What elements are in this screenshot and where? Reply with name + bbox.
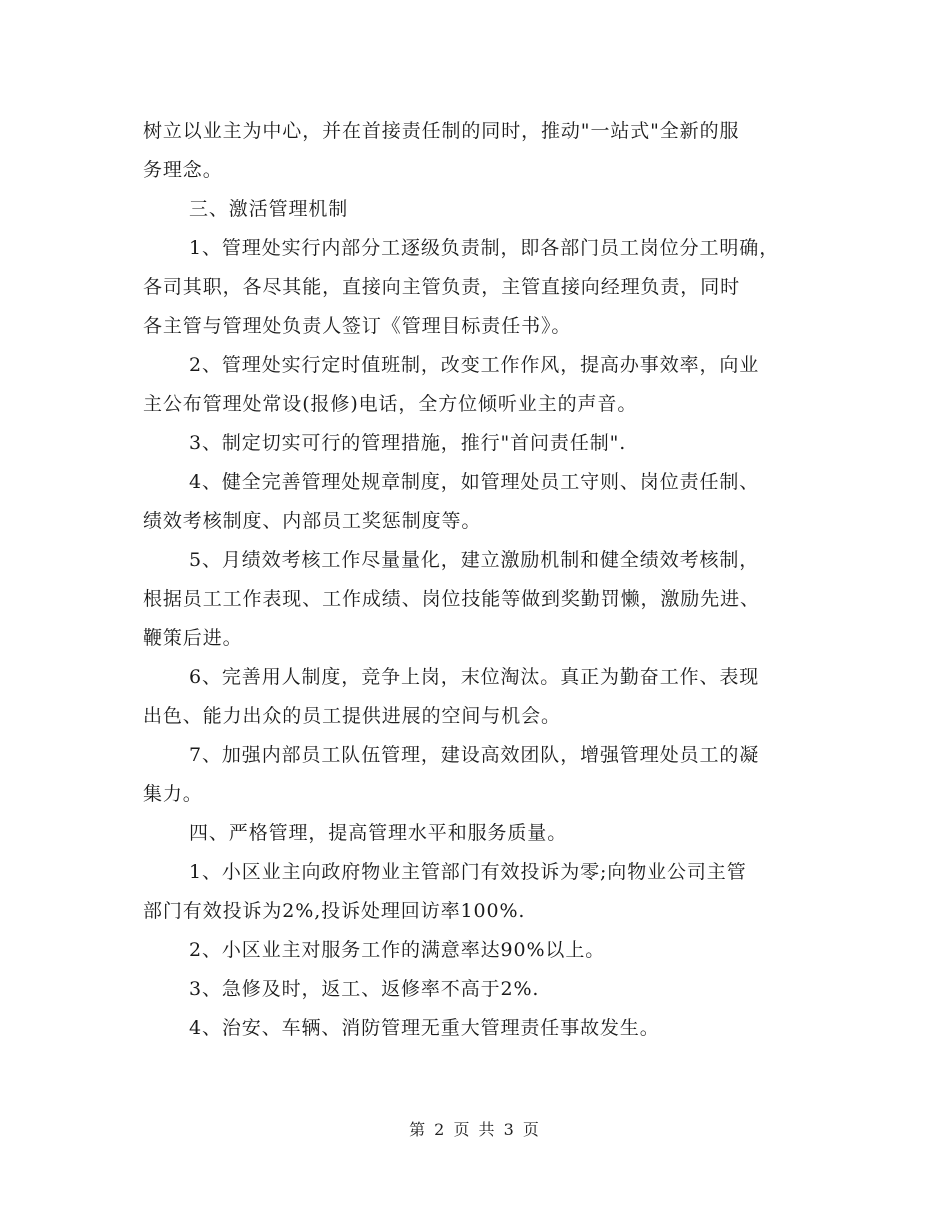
paragraph (143, 970, 813, 1009)
text-line: 出色、能力出众的员工提供进展的空间与机会。 (143, 705, 561, 727)
text-line: 三、激活管理机制 (189, 198, 349, 220)
text-line: 鞭策后进。 (143, 627, 243, 649)
text-line: 部门有效投诉为2%,投诉处理回访率100%. (143, 900, 526, 922)
paragraph (143, 229, 813, 346)
paragraph (143, 736, 813, 814)
text-line: 各司其职，各尽其能，直接向主管负责，主管直接向经理负责，同时 (143, 276, 741, 298)
text-line: 1、管理处实行内部分工逐级负责制，即各部门员工岗位分工明确， (189, 237, 780, 259)
text-line: 7、加强内部员工队伍管理，建设高效团队，增强管理处员工的凝 (189, 744, 760, 766)
paragraph (143, 190, 813, 229)
document-body (143, 112, 813, 1048)
text-line: 4、治安、车辆、消防管理无重大管理责任事故发生。 (189, 1017, 660, 1039)
paragraph (143, 1009, 813, 1048)
paragraph (143, 541, 813, 658)
text-line: 2、管理处实行定时值班制，改变工作作风，提高办事效率，向业 (189, 354, 760, 376)
text-line: 树立以业主为中心，并在首接责任制的同时，推动"一站式"全新的服 (143, 120, 740, 142)
text-line: 四、严格管理，提高管理水平和服务质量。 (189, 822, 568, 844)
paragraph (143, 814, 813, 853)
page-footer: 第 2 页 共 3 页 (409, 1120, 541, 1139)
text-line: 各主管与管理处负责人签订《管理目标责任书》。 (143, 315, 572, 337)
paragraph (143, 931, 813, 970)
text-line: 6、完善用人制度，竞争上岗，末位淘汰。真正为勤奋工作、表现 (189, 666, 760, 688)
paragraph (143, 853, 813, 931)
text-line: 2、小区业主对服务工作的满意率达90%以上。 (189, 939, 606, 961)
paragraph (143, 112, 813, 190)
text-line: 5、月绩效考核工作尽量量化，建立激励机制和健全绩效考核制， (189, 549, 760, 571)
text-line: 根据员工工作表现、工作成绩、岗位技能等做到奖勤罚懒，激励先进、 (143, 588, 760, 610)
text-line: 4、健全完善管理处规章制度，如管理处员工守则、岗位责任制、 (189, 471, 760, 493)
text-line: 1、小区业主向政府物业主管部门有效投诉为零;向物业公司主管 (189, 861, 747, 883)
paragraph (143, 424, 813, 463)
text-line: 3、制定切实可行的管理措施，推行"首问责任制". (189, 432, 627, 454)
paragraph (143, 346, 813, 424)
text-line: 绩效考核制度、内部员工奖惩制度等。 (143, 510, 482, 532)
text-line: 集力。 (143, 783, 203, 805)
text-line: 主公布管理处常设(报修)电话，全方位倾听业主的声音。 (143, 393, 638, 415)
text-line: 务理念。 (143, 159, 223, 181)
paragraph (143, 658, 813, 736)
text-line: 3、急修及时，返工、返修率不高于2%. (189, 978, 540, 1000)
paragraph (143, 463, 813, 541)
